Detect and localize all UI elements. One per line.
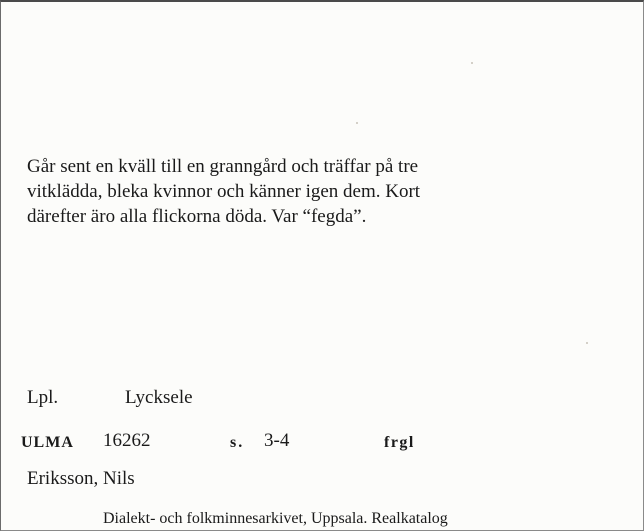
card-text — [27, 154, 627, 229]
card-text-line: därefter äro alla flickorna döda. Var “fegda”. — [27, 206, 367, 227]
page-value: 3-4 — [264, 430, 290, 451]
category-code: frgl — [384, 434, 415, 451]
archive-number: 16262 — [103, 430, 151, 451]
recorder-name: Eriksson, Nils — [27, 468, 135, 489]
paper-speck — [356, 122, 358, 124]
archive-footer: Dialekt- och folkminnesarkivet, Uppsala. Realkatalog — [103, 510, 448, 527]
card-text-line: Går sent en kväll till en granngård och träffar på tre — [27, 156, 419, 177]
paper-speck — [586, 342, 588, 344]
paper-speck — [471, 62, 473, 64]
place-value: Lycksele — [125, 387, 193, 408]
card-text-line: vitklädda, bleka kvinnor och känner igen dem. Kort — [27, 181, 421, 202]
page-label: s. — [230, 434, 245, 451]
archive-label: ULMA — [21, 434, 74, 451]
place-label: Lpl. — [27, 387, 59, 408]
